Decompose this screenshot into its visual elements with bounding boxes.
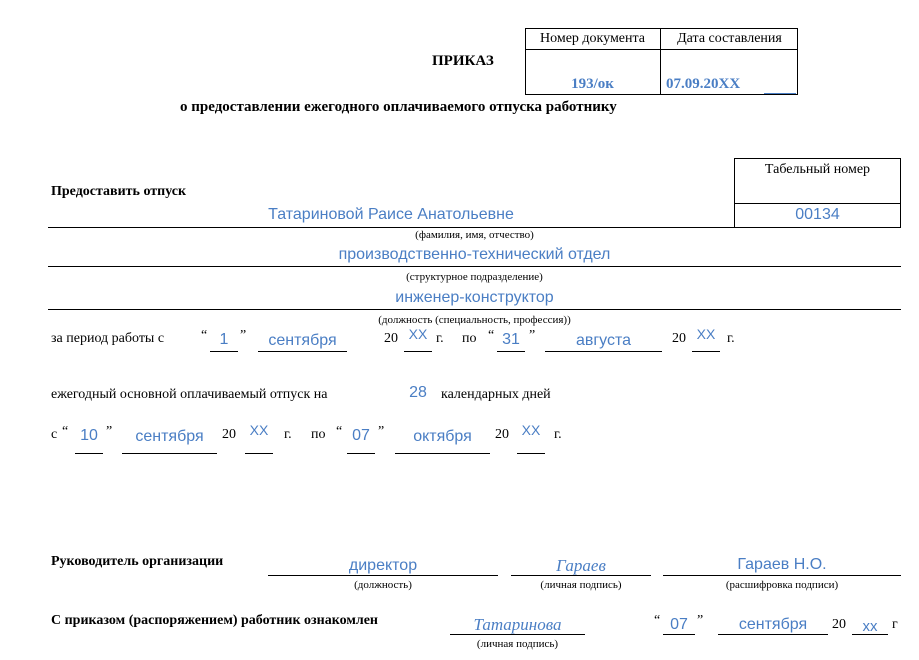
leave-days: 28: [409, 384, 427, 401]
leave-days-suffix: календарных дней: [441, 387, 551, 402]
document-title: ПРИКАЗ: [432, 53, 494, 69]
department-caption: (структурное подразделение): [406, 271, 543, 283]
work-from-month: сентября: [268, 332, 337, 349]
head-position: директор: [348, 557, 418, 574]
work-to-month: августа: [575, 332, 632, 349]
employee-department: производственно-технический отдел: [338, 246, 611, 263]
leave-from-year: ХХ: [249, 422, 269, 438]
work-from-day: 1: [219, 331, 229, 348]
leave-to-label: по: [311, 427, 326, 442]
leave-to-day: 07: [352, 427, 370, 444]
leave-from-month: сентября: [135, 428, 204, 445]
head-label: Руководитель организации: [51, 554, 224, 569]
employee-signature: Татаринова: [473, 615, 562, 634]
grant-leave-label: Предоставить отпуск: [51, 184, 187, 199]
leave-label: ежегодный основной оплачиваемый отпуск на: [51, 387, 328, 402]
ack-month: сентября: [738, 616, 808, 633]
doc-number-label: Номер документа: [539, 31, 646, 46]
full-name-caption: (фамилия, имя, отчество): [415, 229, 534, 241]
head-signature: Гараев: [556, 556, 606, 575]
employee-position: инженер-конструктор: [395, 289, 554, 306]
tab-number-value: 00134: [795, 206, 840, 223]
work-from-year: ХХ: [408, 326, 428, 342]
acknowledgement-label: С приказом (распоряжением) работник ознакомлен: [51, 613, 378, 628]
ack-day: 07: [670, 616, 688, 633]
work-period-label: за период работы с: [51, 331, 165, 346]
head-name: Гараев Н.О.: [737, 556, 827, 573]
position-caption: (должность (специальность, профессия)): [378, 314, 571, 326]
leave-to-month: октября: [413, 428, 472, 445]
doc-date-value: 07.09.20ХХ: [666, 76, 741, 92]
ack-year: хх: [862, 618, 878, 635]
doc-number-value: 193/ок: [571, 76, 614, 92]
employee-full-name: Татариновой Раисе Анатольевне: [268, 206, 514, 223]
work-to-label: по: [462, 331, 477, 346]
work-to-day: 31: [502, 331, 520, 348]
leave-from-day: 10: [80, 427, 98, 444]
work-to-year: ХХ: [696, 326, 716, 342]
doc-date-label: Дата составления: [677, 31, 782, 46]
tab-number-label: Табельный номер: [764, 162, 871, 177]
leave-to-year: ХХ: [521, 422, 541, 438]
document-subtitle: о предоставлении ежегодного оплачиваемого отпуска работнику: [180, 99, 617, 115]
